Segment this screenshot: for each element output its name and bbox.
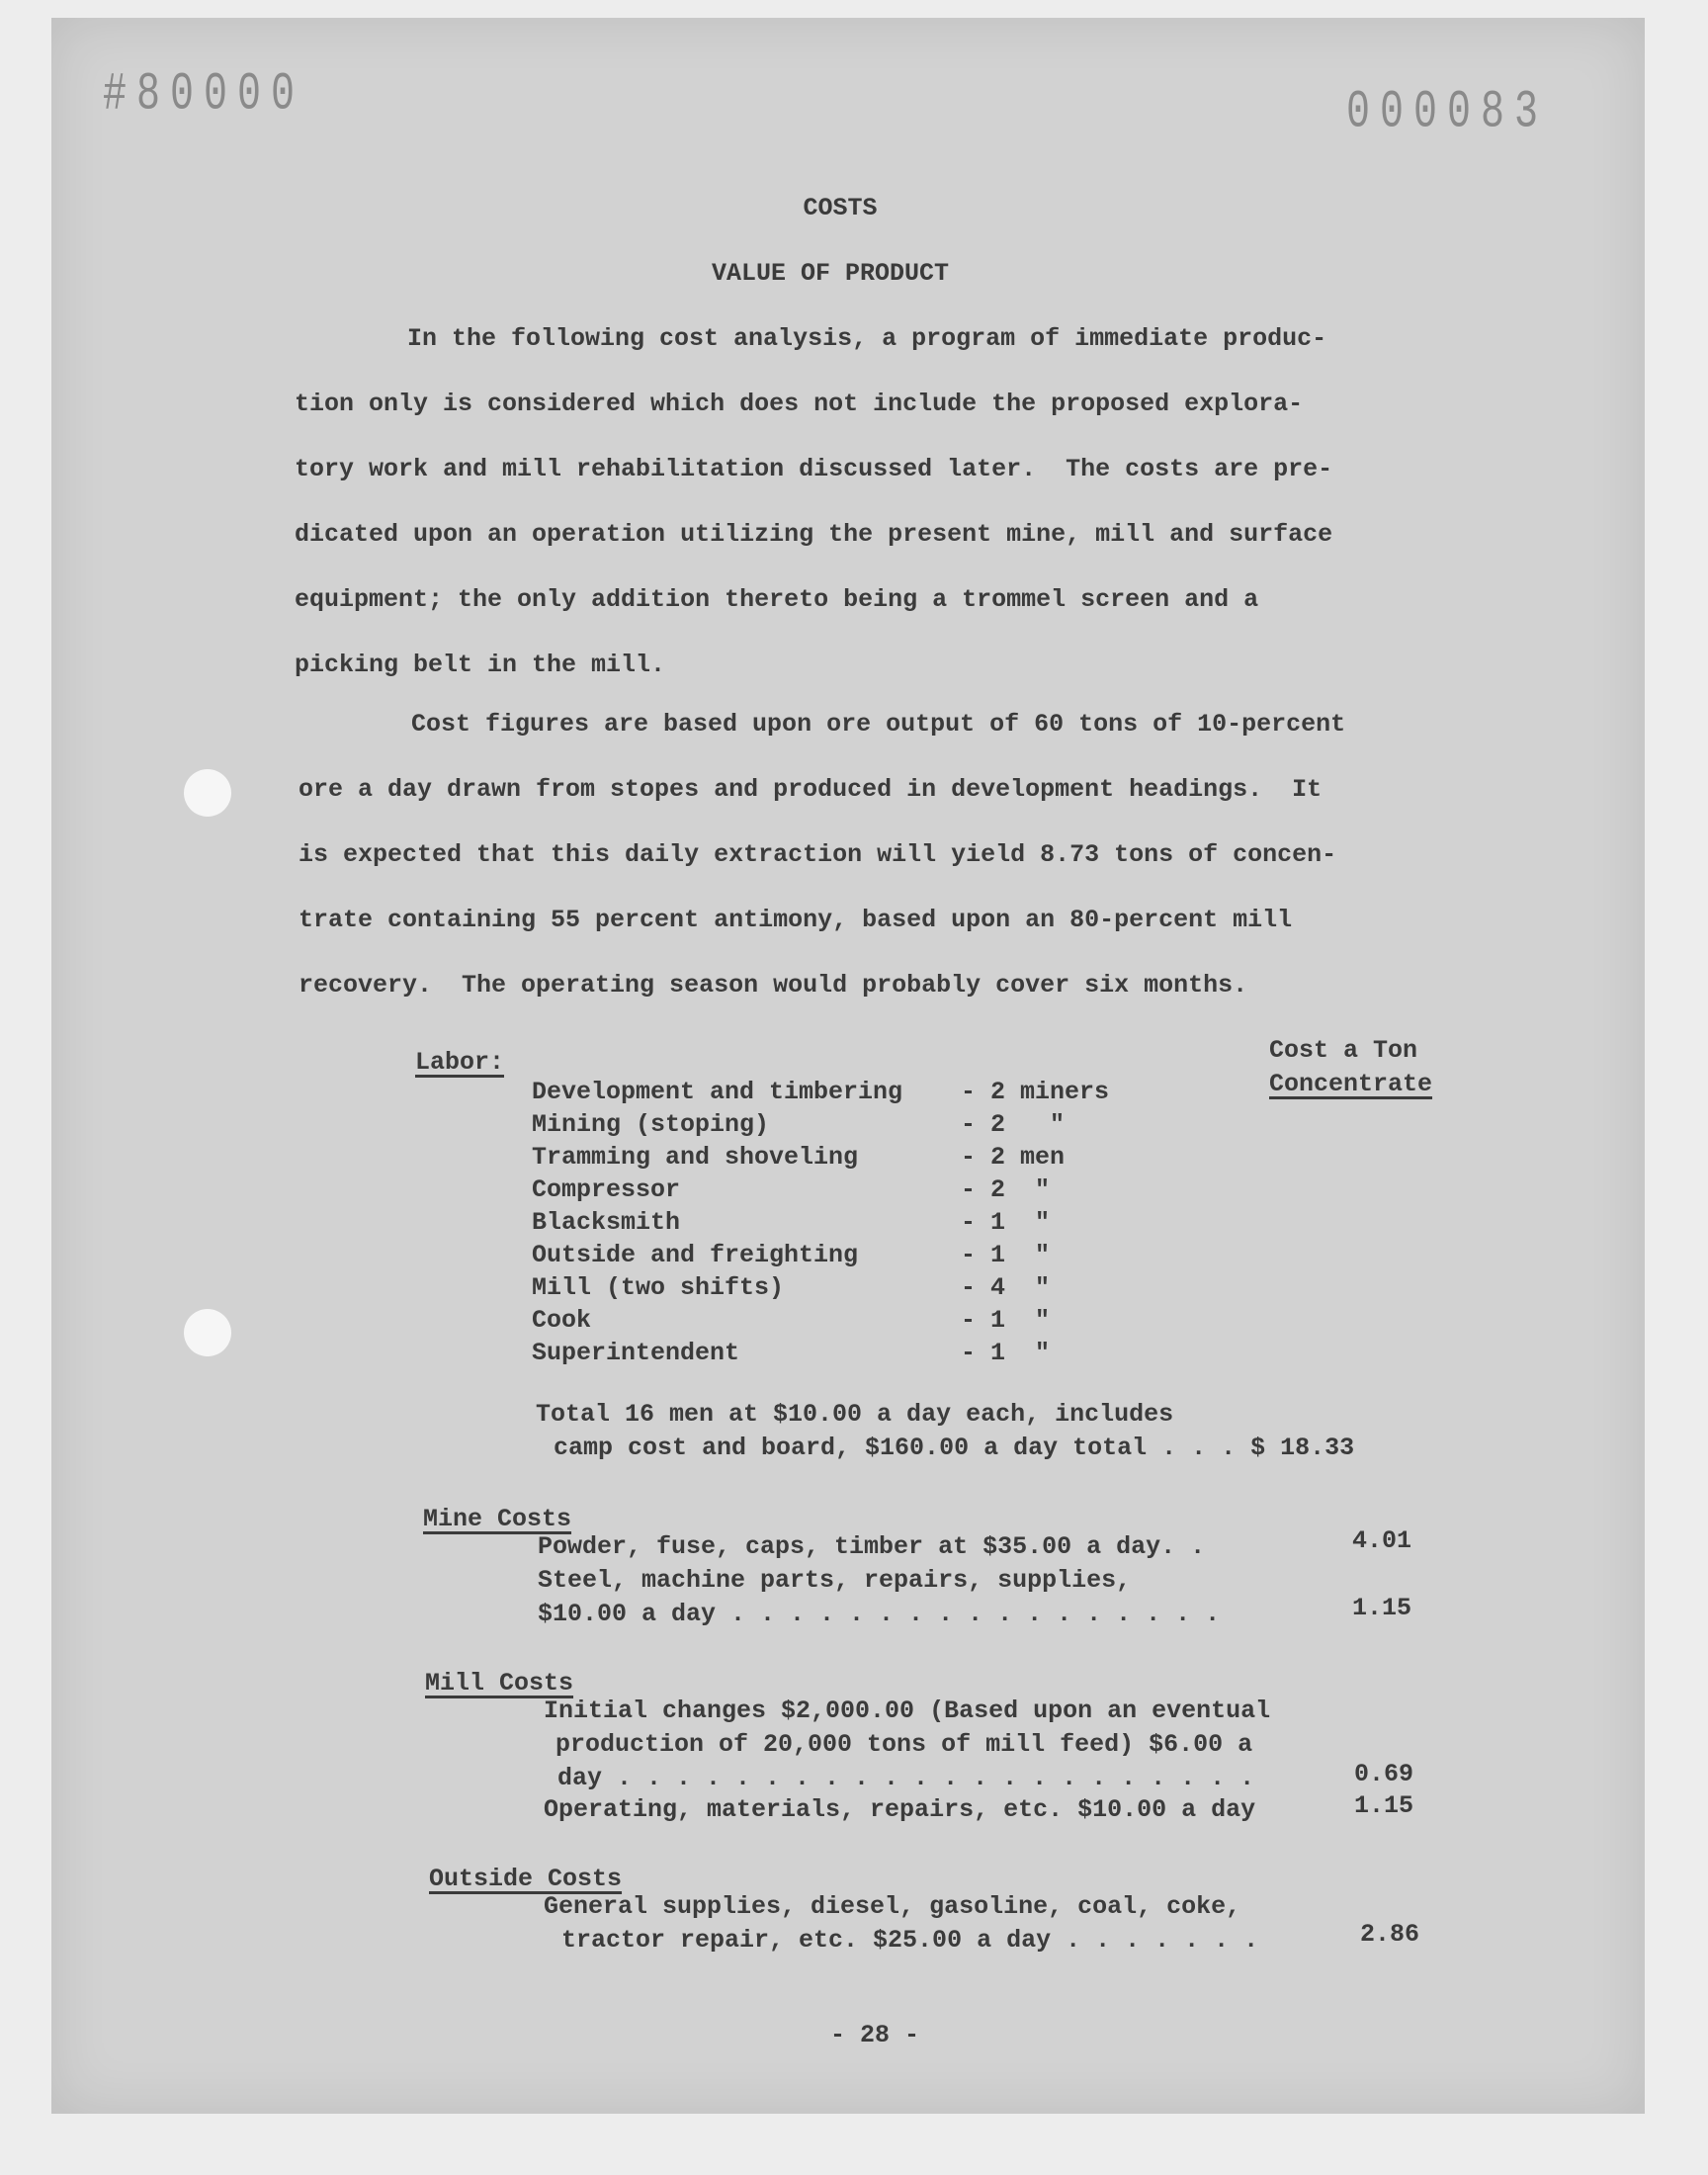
labor-role: Mill (two shifts)	[532, 1273, 785, 1302]
labor-role: Blacksmith	[532, 1208, 681, 1237]
labor-role: Cook	[532, 1306, 592, 1335]
mill-costs-line1: Initial changes $2,000.00 (Based upon an eventual	[544, 1696, 1271, 1725]
labor-count: - 1 "	[961, 1241, 1051, 1269]
page-number: - 28 -	[829, 2021, 919, 2049]
cost-header-line1: Cost a Ton	[1269, 1036, 1418, 1065]
labor-count: - 2 men	[961, 1143, 1066, 1172]
labor-count: - 2 "	[961, 1110, 1066, 1139]
paragraph-line: is expected that this daily extraction will yield 8.73 tons of concen-	[299, 840, 1337, 869]
paragraph-line: equipment; the only addition thereto being a trommel screen and a	[295, 585, 1259, 614]
paragraph-line: In the following cost analysis, a program of immediate produc-	[407, 324, 1327, 353]
labor-count: - 1 "	[961, 1306, 1051, 1335]
outside-costs-line1: General supplies, diesel, gasoline, coal, coke,	[544, 1892, 1241, 1921]
paragraph-line: trate containing 55 percent antimony, based upon an 80-percent mill	[299, 906, 1293, 934]
labor-role: Development and timbering	[532, 1078, 903, 1106]
stamp-left: #80000	[103, 65, 305, 126]
paragraph-line: tory work and mill rehabilitation discussed later. The costs are pre-	[295, 455, 1333, 483]
labor-total-line2: camp cost and board, $160.00 a day total . . . $ 18.33	[554, 1434, 1355, 1462]
mine-costs-line3: $10.00 a day . . . . . . . . . . . . . . . . .	[538, 1600, 1221, 1628]
paragraph-line: tion only is considered which does not include the proposed explora-	[295, 390, 1304, 418]
paragraph-line: ore a day drawn from stopes and produced in development headings. It	[299, 775, 1323, 804]
labor-role: Mining (stoping)	[532, 1110, 770, 1139]
cost-header-line2: Concentrate	[1269, 1070, 1433, 1098]
labor-role: Tramming and shoveling	[532, 1143, 859, 1172]
labor-role: Outside and freighting	[532, 1241, 859, 1269]
punch-hole-top	[184, 769, 231, 817]
outside-costs-line2: tractor repair, etc. $25.00 a day . . . . . . .	[561, 1926, 1259, 1955]
paragraph-line: picking belt in the mill.	[295, 651, 666, 679]
labor-count: - 2 miners	[961, 1078, 1110, 1106]
mine-costs-value1: 4.01	[1351, 1526, 1411, 1555]
outside-costs-value2: 2.86	[1359, 1920, 1419, 1949]
page-title: COSTS	[803, 194, 878, 222]
mine-costs-heading: Mine Costs	[423, 1505, 572, 1533]
mill-costs-line4: Operating, materials, repairs, etc. $10.00 a day	[544, 1795, 1256, 1824]
mine-costs-line2: Steel, machine parts, repairs, supplies,	[538, 1566, 1132, 1595]
mill-costs-line2: production of 20,000 tons of mill feed) $6.00 a	[555, 1730, 1253, 1759]
outside-costs-heading: Outside Costs	[429, 1865, 623, 1893]
labor-count: - 4 "	[961, 1273, 1051, 1302]
paragraph-line: Cost figures are based upon ore output of 60 tons of 10-percent	[411, 710, 1346, 739]
labor-role: Compressor	[532, 1175, 681, 1204]
mill-costs-line3: day . . . . . . . . . . . . . . . . . . . . . .	[557, 1764, 1255, 1792]
paragraph-line: dicated upon an operation utilizing the present mine, mill and surface	[295, 520, 1333, 549]
labor-total-line1: Total 16 men at $10.00 a day each, includes	[536, 1400, 1174, 1429]
mill-costs-value3: 0.69	[1353, 1760, 1413, 1788]
labor-count: - 1 "	[961, 1208, 1051, 1237]
labor-role: Superintendent	[532, 1339, 740, 1367]
punch-hole-bottom	[184, 1309, 231, 1356]
paragraph-line: recovery. The operating season would probably cover six months.	[299, 971, 1248, 1000]
page-subtitle: VALUE OF PRODUCT	[711, 259, 950, 288]
labor-count: - 1 "	[961, 1339, 1051, 1367]
mill-costs-heading: Mill Costs	[425, 1669, 574, 1697]
mine-costs-value3: 1.15	[1351, 1594, 1411, 1622]
stamp-right: 000083	[1346, 83, 1549, 143]
labor-count: - 2 "	[961, 1175, 1051, 1204]
labor-heading: Labor:	[415, 1048, 505, 1077]
mill-costs-value4: 1.15	[1353, 1791, 1413, 1820]
mine-costs-line1: Powder, fuse, caps, timber at $35.00 a day. .	[538, 1532, 1206, 1561]
